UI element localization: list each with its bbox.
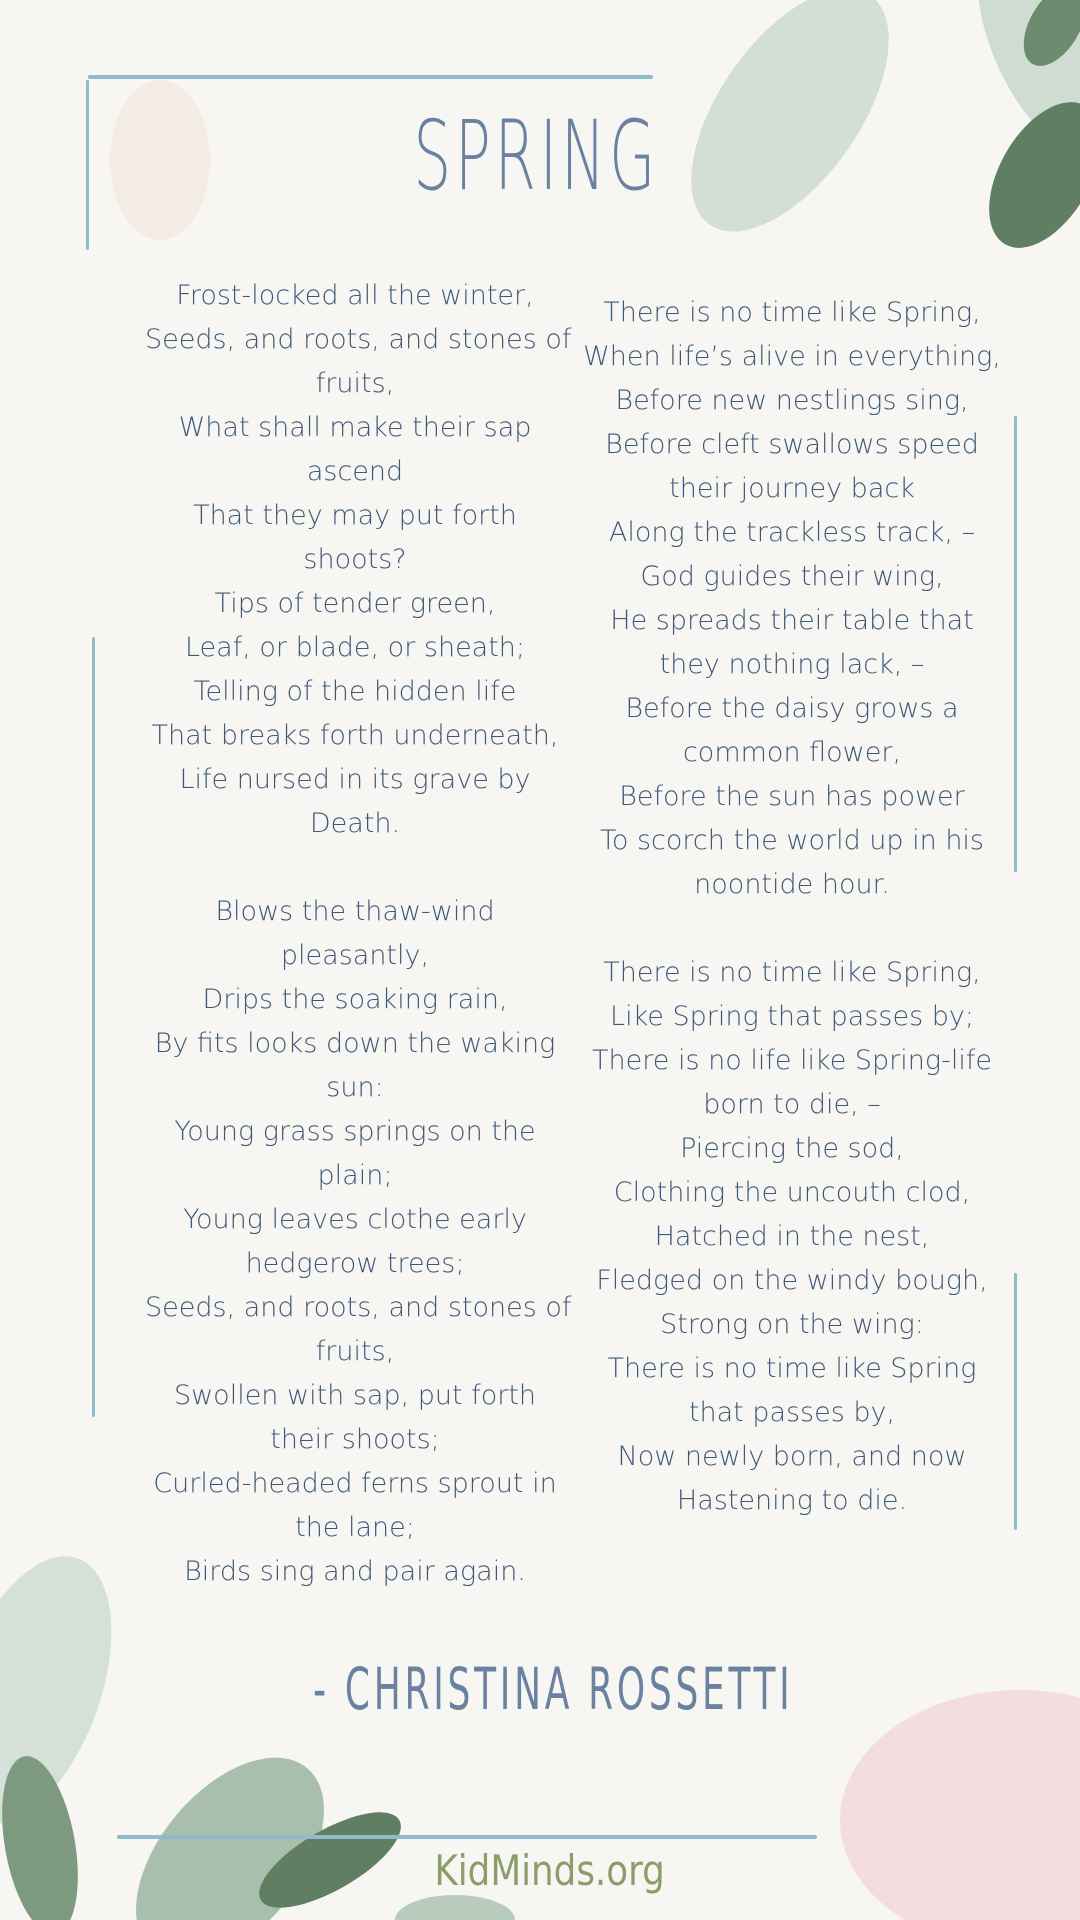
poem-line: Tips of tender green, <box>214 588 496 619</box>
poem-author: - CHRISTINA ROSSETTI <box>313 1655 794 1723</box>
poem-line: Life nursed in its grave by <box>179 764 531 795</box>
poem-line: Before the daisy grows a <box>625 693 959 724</box>
bottom-divider-line <box>117 1835 817 1839</box>
poem-line: common flower, <box>682 737 902 768</box>
poem-line: That breaks forth underneath, <box>151 720 559 751</box>
poem-line: the lane; <box>295 1512 415 1543</box>
poem-line: Young grass springs on the <box>174 1116 536 1147</box>
poem-line: He spreads their table that <box>610 605 974 636</box>
poem-line: Fledged on the windy bough, <box>596 1265 988 1296</box>
poem-title: SPRING <box>413 100 659 212</box>
poem-line: Strong on the wing: <box>660 1309 924 1340</box>
poem-line <box>145 846 565 890</box>
poem-line: By fits looks down the waking <box>154 1028 556 1059</box>
poem-line: There is no life like Spring-life <box>592 1045 992 1076</box>
poem-right-column <box>582 291 1002 1523</box>
poem-line: Swollen with sap, put forth <box>173 1380 537 1411</box>
poem-line: their shoots; <box>270 1424 440 1455</box>
poem-line: Before new nestlings sing, <box>615 385 969 416</box>
poem-line: Leaf, or blade, or sheath; <box>184 632 526 663</box>
frame-left-line <box>86 80 89 250</box>
poem-line: ascend <box>306 456 404 487</box>
poem-line: Telling of the hidden life <box>193 676 517 707</box>
poem-line: Blows the thaw-wind <box>215 896 495 927</box>
poem-line: That they may put forth <box>193 500 517 531</box>
poem-line: What shall make their sap <box>178 412 532 443</box>
poem-line: Seeds, and roots, and stones of <box>145 324 572 355</box>
frame-top-line <box>88 75 653 79</box>
poem-left-column <box>145 274 572 1594</box>
poem-line: There is no time like Spring <box>607 1353 977 1384</box>
poem-line: fruits, <box>315 1336 395 1367</box>
poem-line: Frost-locked all the winter, <box>176 280 534 311</box>
poem-line: Before cleft swallows speed <box>605 429 979 460</box>
right-margin-line-upper <box>1014 416 1017 872</box>
poem-line <box>582 907 1002 951</box>
left-margin-line <box>92 637 95 1417</box>
poem-line: There is no time like Spring, <box>603 957 981 988</box>
poem-line: pleasantly, <box>280 940 430 971</box>
poem-line: sun: <box>326 1072 384 1103</box>
right-margin-line-lower <box>1014 1273 1017 1530</box>
poem-line: Before the sun has power <box>619 781 965 812</box>
poem-line: they nothing lack, – <box>659 649 925 680</box>
poem-line: Young leaves clothe early <box>183 1204 527 1235</box>
poem-line: Now newly born, and now <box>617 1441 967 1472</box>
site-link[interactable] <box>0 1846 1080 1895</box>
poem-line: Drips the soaking rain, <box>202 984 508 1015</box>
poem-line: When life’s alive in everything, <box>583 341 1001 372</box>
poem-line: To scorch the world up in his <box>599 825 984 856</box>
poem-line: Seeds, and roots, and stones of <box>145 1292 572 1323</box>
poem-line: Death. <box>309 808 401 839</box>
poem-line: their journey back <box>669 473 915 504</box>
site-name: KidMinds.org <box>434 1846 666 1895</box>
poem-line: Birds sing and pair again. <box>184 1556 526 1587</box>
poem-line: Hatched in the nest, <box>654 1221 930 1252</box>
poem-line: God guides their wing, <box>640 561 944 592</box>
poem-line: noontide hour. <box>694 869 890 900</box>
poem-line: Like Spring that passes by; <box>610 1001 974 1032</box>
poem-line: Along the trackless track, – <box>608 517 976 548</box>
poem-line: fruits, <box>315 368 395 399</box>
poem-line: born to die, – <box>703 1089 881 1120</box>
poem-line: Clothing the uncouth clod, <box>613 1177 971 1208</box>
poem-line: Curled-headed ferns sprout in <box>153 1468 557 1499</box>
poem-line: Piercing the sod, <box>680 1133 904 1164</box>
poem-line: plain; <box>317 1160 393 1191</box>
poem-line: There is no time like Spring, <box>603 297 981 328</box>
poem-line: that passes by, <box>688 1397 896 1428</box>
poem-line: Hastening to die. <box>676 1485 908 1516</box>
poem-line: hedgerow trees; <box>245 1248 465 1279</box>
poem-line: shoots? <box>303 544 407 575</box>
